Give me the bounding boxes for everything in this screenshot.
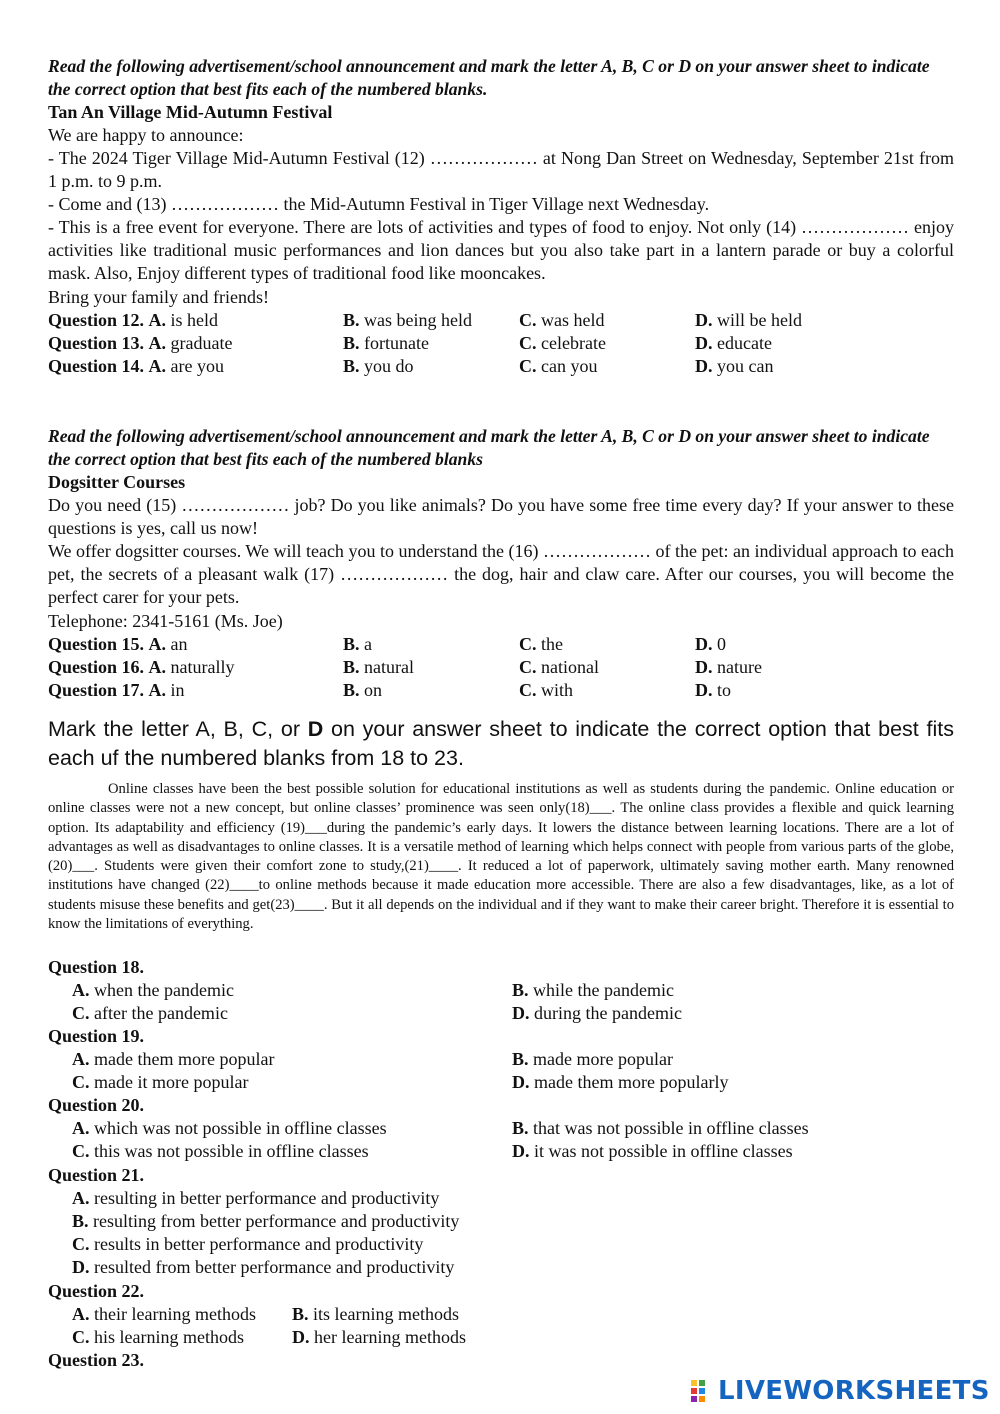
q18-option-b[interactable]: B. while the pandemic [512, 980, 674, 1000]
logo-icon [690, 1378, 714, 1404]
section1-line-2: - The 2024 Tiger Village Mid-Autumn Festival (12) ……………… at Nong Dan Street on Wednesday, September 21st from 1 p.m. to 9 p.m. [48, 148, 954, 192]
option-b[interactable]: natural [364, 657, 414, 677]
section2-instruction: Read the following advertisement/school announcement and mark the letter A, B, C or D on your answer sheet to indicate the correct option that best fits each of the numbered blanks [48, 426, 930, 469]
question-21-label: Question 21. [48, 1165, 145, 1185]
q18-option-c[interactable]: C. after the pandemic [72, 1003, 228, 1023]
question-18-label: Question 18. [48, 957, 145, 977]
question-label: Question 13. [48, 333, 145, 353]
option-d[interactable]: 0 [717, 634, 726, 654]
worksheet-page: Read the following advertisement/school announcement and mark the letter A, B, C or D on your answer sheet to indicate the correct option that best fits each of the numbered blanks. Tan An Village Mid-Autumn Festival We are happy to announce: - The 2024 Tiger Village Mid-Autumn Festival (12) ……………… at Nong Dan Street on Wednesday, September 21st from 1 p.m. to 9 p.m. - Come and (13) ……………… the Mid-Autumn Festival in Tiger Village next Wednesday. - This is a free event for everyone. There are lots of activities and types of food to enjoy. Not only (14) ……………… enjoy activities like traditional music performances and lion dances but you also take part in a lantern parade or buy a colorful mask. Also, Enjoy different types of traditional food like mooncakes. Bring your family and friends! Question 12. A. is held B. was being held C. was held D. will be held Question 13. A. graduate B. fortunate C. celebrate D. educate Question 14. A. are you B. you do C. can you D. you can Read the following advertisement/school announcement and mark the letter A, B, C or D on your answer sheet to indicate the correct option that best fits each of the numbered blanks Dogsitter Courses Do you need (15) ……………… job? Do you like animals? Do you have some free time every day? If your answer to these questions is yes, call us now! We offer dogsitter courses. We will teach you to understand the (16) ……………… of the pet: an individual approach to each pet, the secrets of a pleasant walk (17) ……………… the dog, hair and claw care. After our courses, you will become the perfect carer for your pets. Telephone: 2341-5161 (Ms. Joe) Question 15. A. an B. a C. the D. 0 Question 16. A. naturally B. natural C. national D. nature Question 17. A. in B. on C. with D. to Mark the letter A, B, C, or D on your answer sheet to indicate the correct option that best fits each uf the numbered blanks from 18 to 23. Online classes have been the best possible solution for educational institutions as well as students during the pandemic. Online education or online classes were not a new concept, but online classes’ prominence was seen only(18)___. The online class provides a flexible and quick learning option. Its adaptability and efficiency (19)___during the pandemic’s early days. It lowers the distance between learning locations. There are a lot of advantages as well as disadvantages to online classes. It is a versatile method of learning which helps connect with people from various parts of the globe,(20)___. Students were given their comfort zone to study,(21)____. It reduced a lot of paperwork, ultimately saving mother earth. Many renowned institutions have changed (22)____to online methods because it made education more accessible. There are also a few disadvantages, like, as a lot of students misuse these benefits and get(23)____. But it all depends on the individual and if they want to make their career bright. Therefore it is essential to know the limitations of everything. Question 18. A. when the pandemic B. while the pandemic C. after the pandemic D. during the pandemic Question 19. A. made them more popular B. made more popular C. made it more popular D. made them more popularly Question 20. A. which was not possible in offline classes B. that was not possible in offline classes C. this was not possible in offline classes D. it was not possible in offline classes Question 21. A. resulting in better performance and productivity B. resulting from better performance and productivity C. results in better performance and productivity D. resulted from better performance and productivity Question 22. A. their learning methods B. its learning methods C. his learning methods D. her learning methods Question 23. LIVEWORKSHEETS [48, 56, 990, 1406]
option-c[interactable]: celebrate [541, 333, 606, 353]
liveworksheets-logo [690, 1376, 990, 1406]
question-label: Question 12. [48, 310, 145, 330]
q19-option-b[interactable]: B. made more popular [512, 1049, 673, 1069]
option-c[interactable]: national [541, 657, 599, 677]
question-label: Question 17. [48, 680, 145, 700]
q21-option-c[interactable]: C. results in better performance and productivity [72, 1234, 424, 1254]
option-a[interactable]: in [170, 680, 185, 700]
option-d[interactable]: to [717, 680, 732, 700]
option-b[interactable]: was being held [364, 310, 472, 330]
q22-option-a[interactable]: A. their learning methods [72, 1304, 256, 1324]
question-22-label: Question 22. [48, 1281, 145, 1301]
option-b[interactable]: on [364, 680, 383, 700]
option-b[interactable]: fortunate [364, 333, 429, 353]
section1-line-1: We are happy to announce: [48, 125, 244, 145]
q19-option-c[interactable]: C. made it more popular [72, 1072, 249, 1092]
q18-option-d[interactable]: D. during the pandemic [512, 1003, 682, 1023]
option-d[interactable]: educate [717, 333, 772, 353]
option-a[interactable]: graduate [170, 333, 233, 353]
question-23-label: Question 23. [48, 1350, 145, 1370]
question-19-label: Question 19. [48, 1026, 145, 1046]
question-label: Question 16. [48, 657, 145, 677]
option-a[interactable]: naturally [170, 657, 235, 677]
q19-option-a[interactable]: A. made them more popular [72, 1049, 275, 1069]
option-d[interactable]: will be held [717, 310, 802, 330]
q21-option-a[interactable]: A. resulting in better performance and productivity [72, 1188, 440, 1208]
section1-line-5: Bring your family and friends! [48, 287, 269, 307]
option-a[interactable]: are you [170, 356, 224, 376]
q20-option-a[interactable]: A. which was not possible in offline classes [72, 1118, 387, 1138]
q20-option-c[interactable]: C. this was not possible in offline classes [72, 1141, 369, 1161]
option-c[interactable]: with [541, 680, 574, 700]
section2-line-2: We offer dogsitter courses. We will teach you to understand the (16) ……………… of the pet: an individual approach to each pet, the secrets of a pleasant walk (17) ……………… the dog, hair and claw care. After our courses, you will become the perfect carer for your pets. [48, 541, 954, 608]
option-a[interactable]: an [170, 634, 188, 654]
section2-title: Dogsitter Courses [48, 472, 186, 492]
q21-option-b[interactable]: B. resulting from better performance and productivity [72, 1211, 460, 1231]
q20-option-b[interactable]: B. that was not possible in offline classes [512, 1118, 809, 1138]
section1-line-4: - This is a free event for everyone. There are lots of activities and types of food to enjoy. Not only (14) ……………… enjoy activities like traditional music performances and lion dances but you also take part in a lantern parade or buy a colorful mask. Also, Enjoy different types of traditional food like mooncakes. [48, 217, 954, 284]
question-label: Question 15. [48, 634, 145, 654]
reading-passage: Online classes have been the best possible solution for educational institutions as well as students during the pandemic. Online education or online classes were not a new concept, but online classes’ prominence was seen only(18)___. The online class provides a flexible and quick learning option. Its adaptability and efficiency (19)___during the pandemic’s early days. It lowers the distance between learning locations. There are a lot of advantages as well as disadvantages to online classes. It is a versatile method of learning which helps connect with people from various parts of the globe,(20)___. Students were given their comfort zone to study,(21)____. It reduced a lot of paperwork, ultimately saving mother earth. Many renowned institutions have changed (22)____to online methods because it made education more accessible. There are also a few disadvantages, like, as a lot of students misuse these benefits and get(23)____. But it all depends on the individual and if they want to make their career bright. Therefore it is essential to know the limitations of everything. [48, 781, 954, 933]
option-a[interactable]: is held [170, 310, 219, 330]
option-b[interactable]: you do [364, 356, 414, 376]
option-b[interactable]: a [364, 634, 373, 654]
option-c[interactable]: can you [541, 356, 598, 376]
logo-text: LIVEWORKSHEETS [718, 1376, 990, 1406]
option-c[interactable]: was held [541, 310, 605, 330]
q18-option-a[interactable]: A. when the pandemic [72, 980, 234, 1000]
question-20-label: Question 20. [48, 1095, 145, 1115]
option-d[interactable]: nature [717, 657, 762, 677]
q22-option-c[interactable]: C. his learning methods [72, 1327, 244, 1347]
q19-option-d[interactable]: D. made them more popularly [512, 1072, 729, 1092]
option-c[interactable]: the [541, 634, 563, 654]
q21-option-d[interactable]: D. resulted from better performance and productivity [72, 1257, 455, 1277]
q22-option-d[interactable]: D. her learning methods [292, 1327, 466, 1347]
section1-line-3: - Come and (13) ……………… the Mid-Autumn Festival in Tiger Village next Wednesday. [48, 194, 710, 214]
q20-option-d[interactable]: D. it was not possible in offline classes [512, 1141, 793, 1161]
question-label: Question 14. [48, 356, 145, 376]
q22-option-b[interactable]: B. its learning methods [292, 1304, 459, 1324]
section1-instruction: Read the following advertisement/school announcement and mark the letter A, B, C or D on your answer sheet to indicate the correct option that best fits each of the numbered blanks. [48, 56, 930, 99]
section2-line-3: Telephone: 2341-5161 (Ms. Joe) [48, 611, 283, 631]
section2-line-1: Do you need (15) ……………… job? Do you like animals? Do you have some free time every day? If your answer to these questions is yes, call us now! [48, 495, 954, 539]
section3-instruction: Mark the letter A, B, C, or D on your answer sheet to indicate the correct option that best fits each uf the numbered blanks from 18 to 23. [48, 717, 954, 770]
section1-title: Tan An Village Mid-Autumn Festival [48, 102, 333, 122]
option-d[interactable]: you can [717, 356, 774, 376]
